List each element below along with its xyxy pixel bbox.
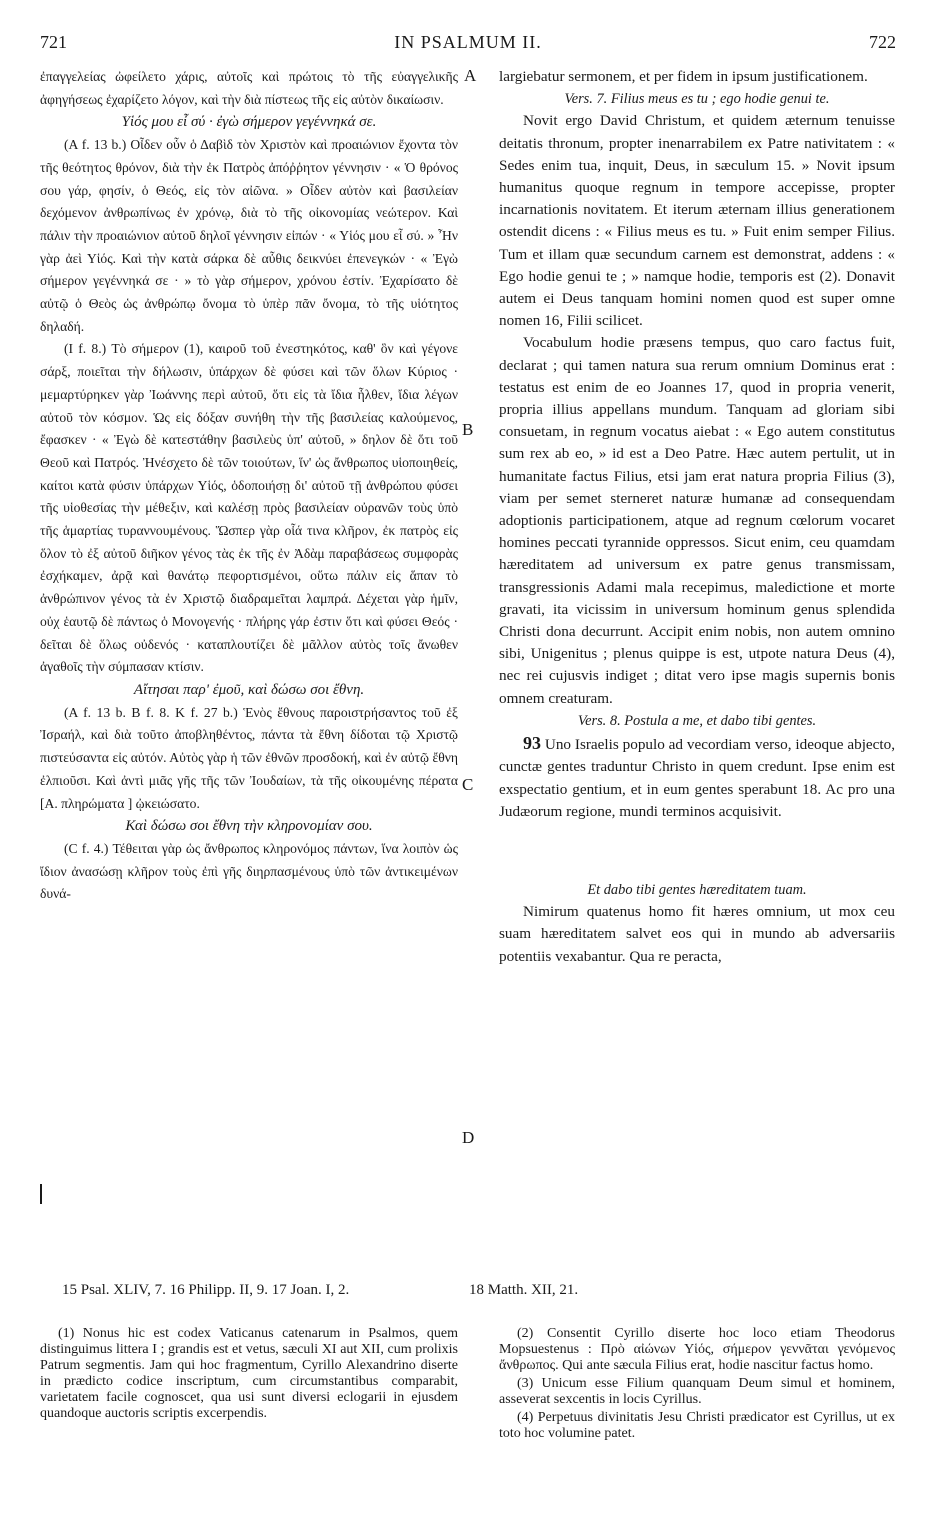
footnote: (4) Perpetuus divinitatis Jesu Christi prædicator est Cyrillus, ut ex toto hoc volumine patet. [499,1410,895,1441]
latin-paragraph: largiebatur sermonem, et per fidem in ipsum justificationem. [499,68,868,85]
margin-mark [40,1184,42,1204]
greek-paragraph: (A f. 13 b. B f. 8. K f. 27 b.) Ἑνὸς ἔθνους παροιστρήσαντος τοῦ ἐξ Ἰσραήλ, καὶ διὰ τοῦτο ἀποβληθέντος, πάντα τὰ ἔθνη δίδοται τῷ Χριστῷ πιστεύσαντα εἰς αὐτόν. Αὐτὸς γὰρ ἡ τῶν ἐθνῶν προσδοκή, καὶ ἐν αὐτῷ ἔθνη ἐλπιοῦσι. Καὶ ἀντὶ μιᾶς γῆς τῆς τῶν Ἰουδαίων, τὰ τῆς οἰκουμένης πέρατα [A. πληρώματα ] ᾠκειώσατο. [40,704,458,811]
footnotes-left [40,1326,458,1424]
greek-verse-heading: Καὶ δώσω σοι ἔθνη τὴν κληρονομίαν σου. [125,818,373,835]
margin-letter-c: C [462,775,474,794]
margin-letter-d: D [462,1128,475,1147]
footnotes-right [499,1326,895,1444]
running-title: IN PSALMUM II. [394,32,542,52]
greek-paragraph: (A f. 13 b.) Οἶδεν οὖν ὁ Δαβὶδ τὸν Χριστὸν καὶ προαιώνιον ἔχοντα τὸν τῆς θεότητος θρόνον, διὰ τὴν ἐκ Πατρὸς ἀπόῤῥητον γέννησιν · « Ὁ θρόνος σου γάρ, φησίν, ὁ Θεός, εἰς τὸν αἰῶνα. » Οἶδεν αὐτὸν καὶ βασιλείαν δεχόμενον ἀνθρωπίνως ἐν χρόνῳ, διὰ τὸ τῆς οἰκονομίας νεώτερον. Καὶ πάλιν τὴν προαιώνιον αὐτοῦ δηλοῖ γέννησιν εἰπών · « Υἱός μου εἶ σύ. » Ἦν γὰρ ἀεὶ Υἱός. Καὶ τὴν κατὰ σάρκα δὲ αὖθις δεικνύει ἐπενεγκών · « Ἐγὼ σήμερον γεγέννηκά σε · » τὸ γὰρ σήμερον, χρόνου ἐστίν. Ἐχαρίσατο δὲ αὐτῷ ὁ Θεὸς ὡς ἀνθρώπῳ ὄνομα τὸ ὑπὲρ πᾶν ὄνομα, τὸ τῆς υἱότητος δηλαδή. [40,137,458,334]
greek-paragraph: ἐπαγγελείας ὠφείλετο χάρις, αὐτοῖς καὶ πρώτοις τὸ τῆς εὐαγγελικῆς ἀφηγήσεως ἐχαρίζετο λόγον, καὶ τὴν διὰ πίστεως τῆς εἰς αὐτὸν δικαίωσιν. [40,69,458,107]
latin-paragraph: Nimirum quatenus homo fit hæres omnium, ut mox ceu suam hæreditatem salvet eos qui in mundo ab adversariis potentiis vexabantur. Qua re peracta, [499,903,895,965]
margin-letter-a: A [464,66,477,85]
greek-paragraph: (I f. 8.) Τὸ σήμερον (1), καιροῦ τοῦ ἐνεστηκότος, καθ' ὃν καὶ γέγονε σάρξ, ποιεῖται τὴν δήλωσιν, ὑπάρχων δὲ φύσει καὶ τῶν ὅλων Κύριος · μεμαρτύρηκεν γὰρ Ἰωάννης περὶ αὐτοῦ, ὅτι εἰς τὰ ἴδια ἦλθεν, ἴδια λέγων αὐτοῦ τὸν κόσμον. Ὡς εἰς δόξαν συνήθη τὴν τῆς βασιλείας καλούμενος, ἔφασκεν · « Ἐγὼ δὲ κατεστάθην βασιλεὺς ὑπ' αὐτοῦ, » δηλον δὲ ὅτι τοῦ Θεοῦ καὶ Πατρός. Ἠνέσχετο δὲ τῶν τοιούτων, ἵν' ὡς ἄνθρωπος υἱοποιηθείς, καίτοι κατὰ φύσιν ὑπάρχων Υἱός, ὁδοποιήσῃ δι' αὐτοῦ τῇ ἀνθρώπου φύσει τῆς υἱοθεσίας τὴν μέθεξιν, καὶ καλέσῃ πρὸς βασιλείαν οὐρανῶν τοὺς ὑπὸ τῆς ἁμαρτίας τυραννουμένους. Ὥσπερ γὰρ οἷά τινα κλῆρον, ἐκ πατρὸς εἰς ὅλον τὸ ἐξ αὐτοῦ διῆκον γένος τὰς ἐκ τῆς ἐν Ἀδὰμ παραβάσεως συμφορὰς ἐσχήκαμεν, ἀρᾷ καὶ θανάτῳ πεφορτισμένοι, οὕτω πάλιν εἰς ἅπαν τὸ ἀνθρώπινον γένος τὰ ἐν Χριστῷ διαδραμεῖται λαμπρά. Δέχεται γὰρ ἡμῖν, οὐχ ἑαυτῷ δὲ πάντως ὁ Μονογενής · πλήρης γάρ ἐστιν ὅτι καὶ φύσει Θεός · δεῖται δὲ ὅλως οὐδενός · καταπλουτίζει δὲ μᾶλλον αὐτὸς τοῖς ἄνωθεν ἀγαθοῖς τὴν σύμπασαν κτίσιν. [40,341,458,675]
latin-paragraph: Novit ergo David Christum, et quidem æternum tenuisse deitatis thronum, propter inenarrabilem ex Patre nativitatem : « Sedes enim tua, inquit, Deus, in sæculum 15. » Novit ipsum humanitus quoque regnum in tempore accepisse, propter incarnationis novitatem. Et iterum æternam illius generationem ostendit dicens : « Filius meus es tu. » Fuit enim semper Filius. Tum et illam quæ secundum carnem est demonstrat, addens : « Ego hodie genui te ; » namque hodie, temporis est (2). Donavit autem ei Deus tanquam homini nomen quod est super omne nomen 16, Filii scilicet. [499,112,895,330]
latin-paragraph [499,732,895,823]
running-header [40,32,896,56]
latin-verse-heading: Vers. 8. Postula a me, et dabo tibi gentes. [577,712,817,729]
scripture-references-right: 18 Matth. XII, 21. [469,1282,579,1298]
latin-verse-heading: Et dabo tibi gentes hæreditatem tuam. [587,881,807,898]
latin-paragraph-text: Uno Israelis populo ad vecordiam verso, ideoque abjecto, cunctæ gentes traduntur Christo in quem credunt. Ipse enim est exspectatio gentium, et in eum gentes sperabunt 18. Ac pro una Judæorum regione, mundi terminos acquisivit. [499,736,896,820]
greek-verse-heading: Υἱός μου εἶ σύ · ἐγὼ σήμερον γεγέννηκά σε. [121,114,377,131]
greek-verse-heading: Αἴτησαι παρ' ἐμοῦ, καὶ δώσω σοι ἔθνη. [133,681,365,698]
page-number-right: 722 [869,32,896,52]
footnote: (1) Nonus hic est codex Vaticanus catenarum in Psalmos, quem distinguimus littera I ; grandis est et vetus, sæculi XI aut XII, cum prolixis Patrum segmentis. Jam qui hoc fragmentum, Cyrillo Alexandrino diserte in prædicto codice inscriptum, cum circumstantibus comparabit, varietatem facile cognoscet, qua usi sunt diversi eclogarii in ejusdem quandoque auctoris scriptis excerpendis. [40,1326,458,1421]
greek-paragraph: (C f. 4.) Τέθειται γὰρ ὡς ἄνθρωπος κληρονόμος πάντων, ἵνα λοιπὸν ὡς ἴδιον ἀνασώσῃ κλῆρον τοὺς ἐπὶ γῆς διηρπασμένους ὑπὸ τῶν ἀντικειμένων δυνά- [40,840,458,902]
footnote: (2) Consentit Cyrillo diserte hoc loco etiam Theodorus Mopsuestenus : Πρὸ αἰώνων Υἱός, σήμερον γεννᾶται γενόμενος ἄνθρωπος. Qui ante sæcula Filius erat, hodie nascitur factus homo. [499,1326,895,1373]
footnote: (3) Unicum esse Filium quanquam Deum simul et hominem, asseverat sexcentis in locis Cyrillus. [499,1376,895,1407]
latin-paragraph: Vocabulum hodie præsens tempus, quo caro factus fuit, declarat ; qui tamen natura sua rerum omnium Dominus erat : testatus est enim de eo Joannes 17, quod in propria venerit, propria illius appellans mundum. Tanquam ad gloriam sibi consuetam, in regnum vocatus aiebat : « Ego autem constitutus sum rex ab eo, » id est a Deo Patre. Hæc autem pertulit, ut in humanitate factus Filius, etsi jam erat natura propria Filius (3), viam per semet sterneret naturæ humanæ ad consequendam adoptionis participationem, atque ad regnum cœlorum vocaret homines peccati tyrannide oppressos. Sicut enim, ceu quamdam hæreditatem ad universum ex patre genus transmissam, transgressionis Adami mala recepimus, maledictione et morte gravati, ita vicissim in universum hominum genus splendida Christi dona decurrunt. Accipit enim nobis, non autem omnino sibi, Unigenitus ; plenus quippe is est, utpote natura Deus (4), nec rei cujusvis indiget ; ditat vero ipse magis supernis bonis omnem creaturam. [499,334,895,707]
greek-column [40,66,458,906]
page-number-left: 721 [40,32,67,52]
latin-verse-heading: Vers. 7. Filius meus es tu ; ego hodie genui te. [564,91,830,108]
column-number: 93 [523,733,541,754]
latin-column [499,66,895,968]
margin-letter-b: B [462,420,474,439]
scripture-references-left: 15 Psal. XLIV, 7. 16 Philipp. II, 9. 17 Joan. I, 2. [62,1282,350,1298]
